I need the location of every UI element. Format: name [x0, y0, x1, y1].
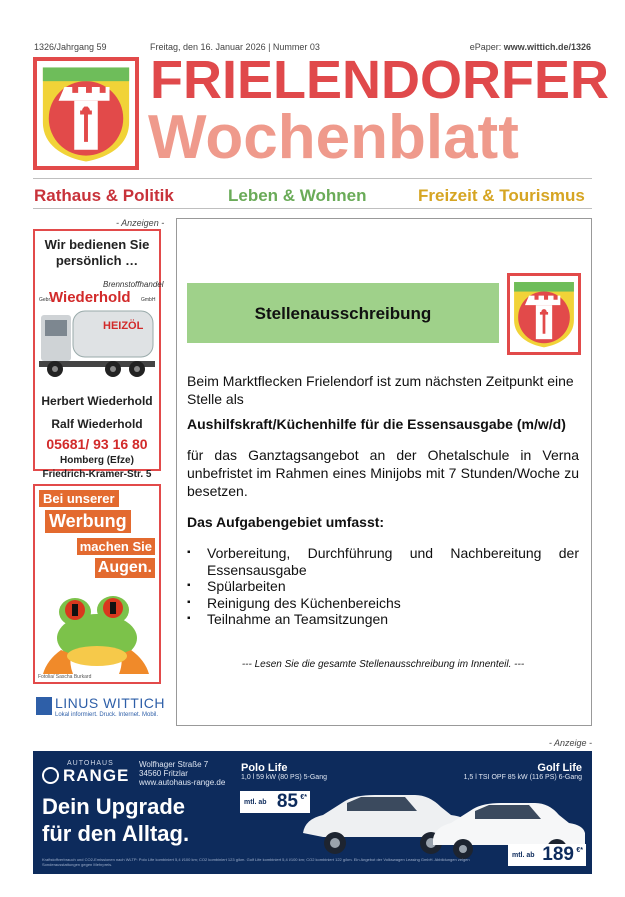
range-brand: RANGE: [63, 766, 130, 785]
job-posting-article: [176, 218, 592, 726]
divider: [33, 178, 592, 179]
ad-phone[interactable]: 05681/ 93 16 80: [46, 436, 148, 452]
model2-spec: 1,5 l TSI OPF 85 kW (116 PS) 6-Gang: [463, 774, 582, 781]
section-freizeit[interactable]: Freizeit & Tourismus: [418, 186, 585, 205]
issue-date: Freitag, den 16. Januar 2026 | Nummer 03: [150, 42, 320, 52]
brand-top: Brennstoffhandel: [103, 280, 164, 289]
price-currency: €*: [300, 794, 307, 801]
list-item: ▪ Spülarbeiten: [187, 578, 579, 595]
ad-name-2: Ralf Wiederhold: [51, 417, 143, 431]
brand-prefix: Gebr.: [39, 297, 52, 303]
frog-icon: [35, 578, 159, 676]
ad-label: - Anzeige -: [548, 738, 592, 748]
list-item: ▪ Vorbereitung, Durchführung und Nachbereitung der Essensausgabe: [187, 545, 579, 578]
car-ad-headline-2: für den Alltag.: [42, 821, 190, 846]
autohaus-label: AUTOHAUS: [67, 760, 114, 767]
article-task-list: [187, 545, 579, 628]
ad-werbung-line2: Werbung: [45, 510, 131, 533]
price-label: mtl. ab: [244, 799, 267, 806]
model1-spec: 1,0 l 59 kW (80 PS) 5-Gang: [241, 774, 327, 781]
ad-werbung-line4: Augen.: [95, 558, 155, 578]
issue-number: 1326/Jahrgang 59: [34, 42, 107, 52]
article-tasks-heading: Das Aufgabengebiet umfasst:: [187, 514, 385, 530]
masthead-title: FRIELENDORFER: [150, 50, 609, 110]
price-label: mtl. ab: [512, 852, 535, 859]
linus-wittich-logo[interactable]: [36, 695, 165, 721]
price-badge-polo: [240, 791, 310, 813]
price-currency: €*: [576, 847, 583, 854]
ad-autohaus-range[interactable]: [33, 751, 592, 874]
section-rathaus[interactable]: Rathaus & Politik: [34, 186, 174, 205]
article-intro: Beim Marktflecken Frielendorf ist zum nächsten Zeitpunkt eine Stelle als: [187, 373, 574, 407]
list-item: ▪ Reinigung des Küchenbereichs: [187, 595, 579, 612]
ad-wiederhold[interactable]: [33, 229, 164, 480]
article-position: Aushilfskraft/Küchenhilfe für die Essensausgabe (m/w/d): [187, 416, 566, 432]
ad-werbung[interactable]: [33, 484, 161, 684]
brand-name: Wiederhold: [49, 289, 131, 306]
linus-name: LINUS WITTICH: [55, 695, 165, 711]
coat-of-arms-icon: [510, 276, 578, 352]
article-coat-of-arms: [507, 273, 581, 355]
ad-werbung-line3: machen Sie: [77, 538, 155, 555]
epaper-label: ePaper:: [469, 42, 502, 52]
article-description: für das Ganztagsangebot an der Ohetalschule in Verna unbefristet im Rahmen eines Minijobs mit 7 Stunden/Woche zu besetzen.: [187, 447, 579, 499]
ad-werbung-line1: Bei unserer: [39, 490, 119, 507]
ad-werbung-credit: Fotolia/ Sascha Burkard: [38, 674, 92, 680]
linus-logo-icon: [36, 697, 52, 715]
model2-name: Golf Life: [537, 762, 582, 774]
car-ad-fineprint: Kraftstoffverbrauch und CO2-Emissionen nach WLTP: Polo Life kombiniert 5,4 l/100 km; CO2 kombiniert 123 g/km. Golf Life kombiniert 5,4 l/100 km; CO2 kombiniert 122 g/km. Ein Angebot der Volkswagen Leasing GmbH. Abbildungen zeigen Sonderausstattungen gegen Mehrpreis.: [42, 857, 470, 867]
linus-tagline: Lokal informiert. Druck. Internet. Mobil.: [55, 712, 159, 718]
range-logo-icon: [42, 767, 59, 784]
price-value: 189: [542, 844, 574, 865]
car-ad-headline-1: Dein Upgrade: [42, 794, 186, 819]
brand-suffix: GmbH: [141, 297, 156, 303]
truck-icon: [37, 275, 164, 383]
list-item: ▪ Teilnahme an Teamsitzungen: [187, 611, 579, 628]
read-more-note[interactable]: --- Lesen Sie die gesamte Stellenausschreibung im Innenteil. ---: [241, 659, 525, 670]
section-leben[interactable]: Leben & Wohnen: [228, 186, 367, 205]
coat-of-arms-icon: [37, 61, 135, 166]
price-value: 85: [276, 791, 298, 812]
car-ad-web[interactable]: www.autohaus-range.de: [139, 778, 226, 787]
model1-name: Polo Life: [241, 762, 288, 774]
price-badge-golf: [508, 844, 586, 866]
masthead-subtitle: Wochenblatt: [148, 103, 519, 172]
ads-label: - Anzeigen -: [116, 218, 165, 228]
ad-name-1: Herbert Wiederhold: [41, 394, 153, 408]
ad-street: Friedrich-Kramer-Str. 5: [42, 469, 152, 480]
ad-city: Homberg (Efze): [60, 455, 134, 466]
ad-headline: Wir bedienen Sie persönlich …: [44, 237, 150, 268]
epaper-url[interactable]: www.wittich.de/1326: [503, 42, 591, 52]
divider: [33, 208, 592, 209]
coat-of-arms-logo: [33, 57, 139, 170]
article-banner-title: Stellenausschreibung: [254, 304, 432, 323]
car-ad-city: 34560 Fritzlar: [139, 769, 188, 778]
car-ad-street: Wolfhager Straße 7: [139, 760, 209, 769]
article-banner: [187, 283, 499, 343]
truck-label: HEIZÖL: [103, 320, 144, 332]
